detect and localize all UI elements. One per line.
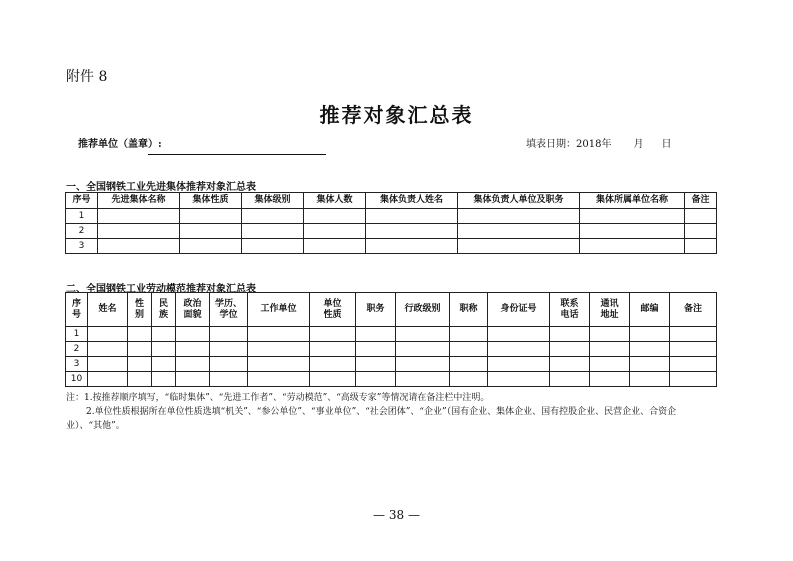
table-cell[interactable] [450, 342, 488, 357]
month-label: 月 [633, 139, 644, 150]
header-line: 性 [134, 298, 144, 309]
table-cell[interactable] [242, 209, 304, 224]
header-line: 行政级别 [404, 304, 441, 314]
table-cell[interactable] [685, 224, 717, 239]
table-cell[interactable] [458, 209, 580, 224]
table-cell[interactable] [88, 372, 128, 387]
row-number: 3 [66, 239, 98, 254]
table-cell[interactable] [670, 342, 717, 357]
model-worker-header-cell [356, 293, 396, 327]
table-cell[interactable] [128, 357, 152, 372]
table-cell[interactable] [450, 357, 488, 372]
collective-header-cell: 集体所属单位名称 [580, 193, 685, 209]
table-cell[interactable] [98, 239, 180, 254]
table-cell[interactable] [180, 224, 242, 239]
table-cell[interactable] [396, 357, 450, 372]
table-cell[interactable] [310, 327, 356, 342]
table-cell[interactable] [630, 342, 670, 357]
notes [66, 391, 726, 433]
collective-header-cell: 集体人数 [304, 193, 366, 209]
header-line: 身份证号 [500, 304, 537, 314]
row-number: 2 [66, 342, 88, 357]
header-line: 别 [134, 309, 144, 320]
section1-heading: 一、全国钢铁工业先进集体推荐对象汇总表 [66, 182, 256, 193]
table-cell[interactable] [488, 357, 550, 372]
model-worker-header-cell [590, 293, 630, 327]
table-cell[interactable] [550, 372, 590, 387]
table-cell[interactable] [550, 342, 590, 357]
table-cell[interactable] [304, 224, 366, 239]
table-cell[interactable] [396, 342, 450, 357]
model-worker-header-cell [396, 293, 450, 327]
header-line: 学位 [219, 309, 238, 320]
header-line: 单位 [323, 298, 342, 309]
table-cell[interactable] [152, 372, 176, 387]
collective-header-cell: 先进集体名称 [98, 193, 180, 209]
table-cell[interactable] [152, 357, 176, 372]
table-row [66, 372, 717, 387]
note-line-3: 业）、“其他”。 [66, 421, 125, 431]
table-cell[interactable] [630, 357, 670, 372]
collective-header-cell: 集体负责人单位及职务 [458, 193, 580, 209]
header-line: 工作单位 [260, 304, 297, 314]
row-number: 2 [66, 224, 98, 239]
table-cell[interactable] [176, 327, 210, 342]
header-line: 邮编 [640, 304, 659, 314]
header-line: 族 [158, 309, 168, 320]
table-cell[interactable] [458, 224, 580, 239]
table-cell[interactable] [248, 342, 310, 357]
collective-header-cell: 集体负责人姓名 [366, 193, 458, 209]
table-row [66, 224, 717, 239]
header-line: 号 [71, 309, 81, 320]
table-cell[interactable] [580, 239, 685, 254]
header-line: 职称 [459, 304, 478, 314]
header-line: 性质 [323, 309, 342, 320]
table-cell[interactable] [310, 357, 356, 372]
table-cell[interactable] [580, 209, 685, 224]
table-row [66, 357, 717, 372]
header-line: 电话 [560, 309, 579, 320]
model-worker-header-cell [450, 293, 488, 327]
header-line: 地址 [600, 309, 619, 320]
table-cell[interactable] [366, 209, 458, 224]
model-worker-header-cell [310, 293, 356, 327]
table-cell[interactable] [242, 239, 304, 254]
table-cell[interactable] [210, 327, 248, 342]
table-cell[interactable] [550, 327, 590, 342]
row-number: 1 [66, 209, 98, 224]
header-line: 学历、 [214, 298, 242, 309]
row-number: 10 [66, 372, 88, 387]
table-cell[interactable] [670, 327, 717, 342]
table-cell[interactable] [590, 372, 630, 387]
table-cell[interactable] [248, 372, 310, 387]
header-line: 姓名 [98, 304, 117, 314]
fill-date-label: 填表日期：2018年 [526, 139, 612, 150]
model-worker-header-cell [248, 293, 310, 327]
table-cell[interactable] [580, 224, 685, 239]
row-number: 3 [66, 357, 88, 372]
table-cell[interactable] [670, 372, 717, 387]
table-cell[interactable] [550, 357, 590, 372]
table-cell[interactable] [210, 342, 248, 357]
header-line: 通讯 [600, 298, 619, 309]
table-cell[interactable] [450, 327, 488, 342]
table-cell[interactable] [356, 327, 396, 342]
table-cell[interactable] [98, 224, 180, 239]
table-row [66, 209, 717, 224]
table-cell[interactable] [242, 224, 304, 239]
section2-heading: 二、全国钢铁工业劳动模范推荐对象汇总表 [66, 284, 256, 295]
table-cell[interactable] [310, 342, 356, 357]
table-cell[interactable] [304, 239, 366, 254]
model-worker-header-cell [176, 293, 210, 327]
model-worker-header-cell [670, 293, 717, 327]
model-worker-table [65, 292, 717, 387]
model-worker-header-cell [630, 293, 670, 327]
collective-header-cell: 序号 [66, 193, 98, 209]
collective-header-cell: 备注 [685, 193, 717, 209]
table-cell[interactable] [128, 342, 152, 357]
table-cell[interactable] [630, 327, 670, 342]
model-worker-header-cell [550, 293, 590, 327]
recommending-unit-label: 推荐单位（盖章）: [78, 139, 162, 150]
page-title: 推荐对象汇总表 [319, 103, 474, 127]
table-cell[interactable] [396, 327, 450, 342]
table-cell[interactable] [210, 372, 248, 387]
table-cell[interactable] [630, 372, 670, 387]
note-line-2: 2.单位性质根据所在单位性质选填“机关”、“参公单位”、“事业单位”、“社会团体”、“企业”（国有企业、集体企业、国有控股企业、民营企业、合资企 [86, 407, 677, 417]
header-line: 备注 [683, 304, 702, 314]
header-line: 职务 [366, 304, 385, 314]
table-cell[interactable] [176, 357, 210, 372]
note-line-1: 注：1.按推荐顺序填写，“临时集体”、“先进工作者”、“劳动模范”、“高级专家”等情况请在备注栏中注明。 [66, 393, 490, 403]
table-row [66, 239, 717, 254]
table-cell[interactable] [304, 209, 366, 224]
model-worker-table-header [66, 293, 717, 327]
table-cell[interactable] [488, 372, 550, 387]
table-row [66, 327, 717, 342]
table-cell[interactable] [248, 357, 310, 372]
table-cell[interactable] [590, 327, 630, 342]
model-worker-header-cell [488, 293, 550, 327]
table-cell[interactable] [88, 327, 128, 342]
table-cell[interactable] [458, 239, 580, 254]
table-cell[interactable] [590, 342, 630, 357]
collective-header-cell: 集体性质 [180, 193, 242, 209]
table-cell[interactable] [488, 342, 550, 357]
table-cell[interactable] [310, 372, 356, 387]
table-cell[interactable] [210, 357, 248, 372]
day-label: 日 [661, 139, 672, 150]
attachment-label: 附件 8 [66, 69, 108, 85]
collective-table-header [66, 193, 717, 209]
model-worker-header-cell [152, 293, 176, 327]
model-worker-header-cell [66, 293, 88, 327]
table-cell[interactable] [590, 357, 630, 372]
table-cell[interactable] [670, 357, 717, 372]
model-worker-header-cell [88, 293, 128, 327]
model-worker-header-cell [210, 293, 248, 327]
collective-header-cell: 集体级别 [242, 193, 304, 209]
collective-table [65, 192, 717, 254]
table-cell[interactable] [88, 342, 128, 357]
table-cell[interactable] [88, 357, 128, 372]
table-cell[interactable] [152, 327, 176, 342]
header-line: 联系 [560, 298, 579, 309]
table-cell[interactable] [98, 209, 180, 224]
table-cell[interactable] [366, 239, 458, 254]
table-cell[interactable] [366, 224, 458, 239]
table-cell[interactable] [488, 327, 550, 342]
table-cell[interactable] [396, 372, 450, 387]
model-worker-header-cell [128, 293, 152, 327]
header-line: 政治 [183, 298, 202, 309]
table-cell[interactable] [180, 209, 242, 224]
recommending-unit-underline [148, 154, 326, 155]
table-cell[interactable] [248, 327, 310, 342]
table-cell[interactable] [685, 209, 717, 224]
table-cell[interactable] [180, 239, 242, 254]
table-cell[interactable] [176, 342, 210, 357]
table-cell[interactable] [176, 372, 210, 387]
fill-date [522, 135, 671, 150]
row-number: 1 [66, 327, 88, 342]
table-cell[interactable] [356, 372, 396, 387]
table-row [66, 342, 717, 357]
table-cell[interactable] [128, 372, 152, 387]
header-line: 面貌 [183, 309, 202, 320]
header-line: 序 [71, 298, 81, 309]
header-line: 民 [158, 298, 168, 309]
table-cell[interactable] [356, 357, 396, 372]
table-cell[interactable] [450, 372, 488, 387]
table-cell[interactable] [128, 327, 152, 342]
table-cell[interactable] [356, 342, 396, 357]
page-number: — 38 — [373, 508, 420, 522]
table-cell[interactable] [152, 342, 176, 357]
table-cell[interactable] [685, 239, 717, 254]
